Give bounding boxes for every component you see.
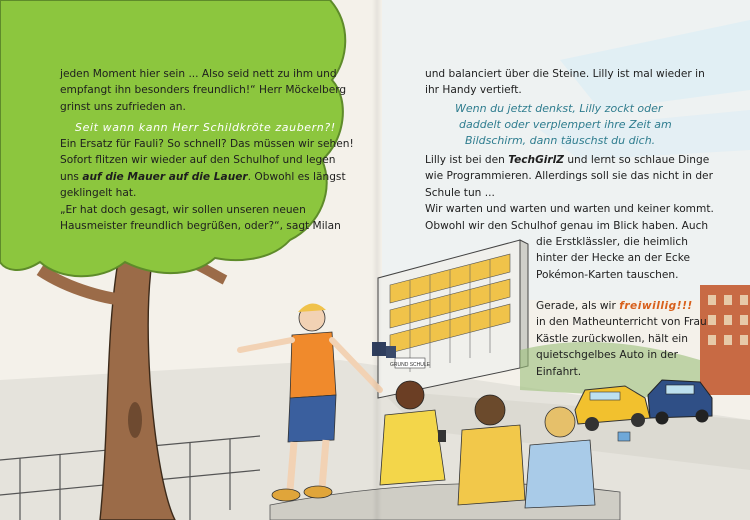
text-line: „Er hat doch gesagt, wir sollen unseren neuen	[60, 203, 306, 216]
text-fragment: . Obwohl es längst	[247, 170, 346, 183]
left-page-text	[60, 66, 346, 115]
text-line	[60, 169, 354, 185]
thought-line: daddelt oder verplempert ihre Zeit am	[459, 118, 672, 131]
text-line	[425, 152, 714, 168]
text-line: wie Programmieren. Allerdings soll sie das nicht in der	[425, 170, 713, 183]
left-page-text-2	[60, 136, 354, 234]
text-line: jeden Moment hier sein ... Also seid nett zu ihm und	[60, 68, 337, 80]
background-building	[700, 285, 750, 395]
text-line: Obwohl wir den Schulhof genau im Blick haben. Auch	[425, 219, 709, 232]
text-line: ihr Handy vertieft.	[425, 84, 522, 97]
text-line: geklingelt hat.	[60, 187, 137, 200]
emphasis-text: auf die Mauer auf die Lauer	[82, 170, 248, 183]
right-page-text	[425, 66, 705, 99]
freiwillig-emphasis: freiwillig!!!	[619, 300, 693, 312]
text-fragment: Gerade, als wir	[536, 300, 620, 312]
text-line: hinter der Hecke an der Ecke	[536, 252, 691, 265]
text-line: Kästle zurückwollen, hält ein	[536, 332, 688, 345]
thought-line: Bildschirm, dann täuschst du dich.	[465, 134, 656, 147]
text-line: Sofort flitzen wir wieder auf den Schulhof und legen	[60, 154, 336, 167]
text-line: Ein Ersatz für Fauli? So schnell? Das müssen wir sehen!	[60, 138, 354, 150]
teal-thought-box	[455, 101, 672, 149]
text-line: empfangt ihn besonders freundlich!“ Herr Möckelberg	[60, 84, 347, 97]
text-line: Pokémon-Karten tauschen.	[536, 268, 679, 281]
thought-line: Wenn du jetzt denkst, Lilly zockt oder	[455, 102, 663, 115]
right-page-text-3	[536, 234, 690, 283]
right-page-text-2	[425, 152, 714, 234]
text-line	[536, 298, 707, 314]
phone	[438, 430, 446, 442]
text-line: und balanciert über die Steine. Lilly ist mal wieder in	[425, 68, 705, 80]
text-line: Schule tun ...	[425, 186, 495, 199]
text-line: die Erstklässler, die heimlich	[536, 236, 688, 248]
right-page-text-4	[536, 298, 707, 380]
handwritten-thought: Seit wann kann Herr Schildkröte zaubern?!	[75, 121, 336, 134]
text-line: grinst uns zufrieden an.	[60, 100, 186, 113]
text-fragment: und lernt so schlaue Dinge	[563, 154, 710, 166]
book-gutter	[372, 0, 382, 520]
trash-bin	[386, 346, 396, 358]
text-line: Einfahrt.	[536, 365, 582, 378]
suitcase	[618, 432, 630, 441]
techgirlz-label: TechGirlZ	[508, 154, 564, 166]
text-fragment: uns	[60, 170, 79, 183]
text-fragment: Lilly ist bei den	[425, 154, 509, 166]
text-line: in den Matheunterricht von Frau	[536, 316, 707, 329]
school-sign: GRUND SCHULE	[389, 362, 431, 368]
text-line: Hausmeister freundlich begrüßen, oder?“, sagt Milan	[60, 220, 341, 233]
text-line: Wir warten und warten und warten und keiner kommt.	[425, 203, 714, 216]
text-line: quietschgelbes Auto in der	[536, 349, 679, 362]
